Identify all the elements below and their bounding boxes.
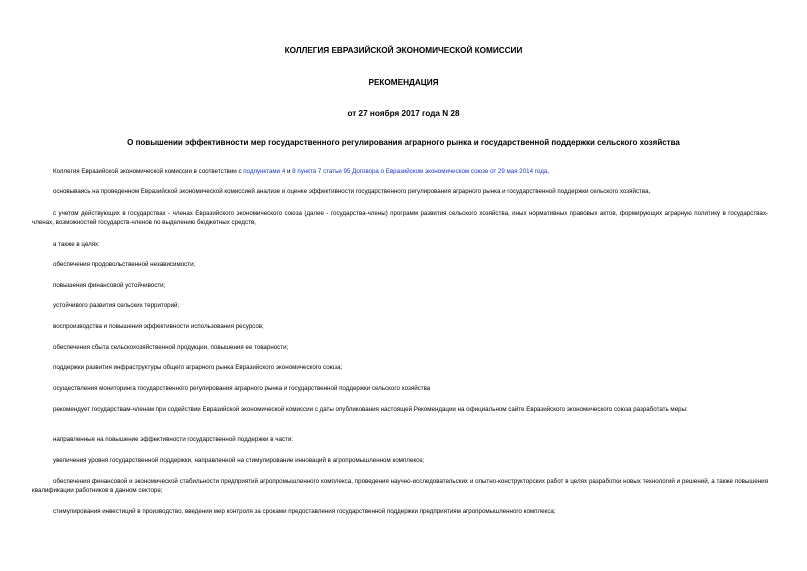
paragraph-support-efficiency: направленные на повышение эффективности государственной поддержки в части:: [53, 436, 293, 443]
paragraph-resources: воспроизводства и повышения эффективности использования ресурсов;: [53, 323, 264, 330]
document-title: О повышении эффективности мер государственного регулирования аграрного рынка и государственной поддержки сельского хозяйства: [127, 138, 680, 147]
intro-text-2: и: [285, 168, 293, 175]
organization-heading: КОЛЛЕГИЯ ЕВРАЗИЙСКОЙ ЭКОНОМИЧЕСКОЙ КОМИССИИ: [284, 46, 523, 55]
paragraph-food-independence: обеспечения продовольственной независимости;: [53, 261, 196, 268]
paragraph-innovation: увеличения уровня государственной поддержки, направленной на стимулирование инноваций в агропромышленном комплексе;: [53, 457, 425, 464]
link-treaty-article-95[interactable]: 8 пункта 7 статьи 95 Договора о Евразийском экономическом союзе от 29 мая 2014 года: [292, 168, 548, 175]
paragraph-sales: обеспечения сбыта сельскохозяйственной продукции, повышения ее товарности;: [53, 344, 289, 351]
link-subparagraph-4[interactable]: подпунктами 4: [243, 168, 286, 175]
paragraph-recommends: рекомендует государствам-членам при содействии Евразийской экономической комиссии с даты опубликования настоящей Рекомендации на официальном сайте Евразийского экономического союза разработать меры:: [53, 406, 688, 413]
document-date-number: от 27 ноября 2017 года N 28: [347, 109, 460, 118]
paragraph-infrastructure: поддержки развития инфраструктуры общего аграрного рынка Евразийского экономического союза;: [53, 364, 343, 371]
paragraph-programs: с учетом действующих в государствах - членах Евразийского экономического союза (далее - государства-члены) программ развития сельского хозяйства, иных нормативных правовых актов, формирующих аграрную политику в государствах-членах, возможностей государств-членов по выделению бюджетных средств,: [32, 210, 768, 226]
paragraph-rural-development: устойчивого развития сельских территорий;: [53, 302, 180, 309]
intro-text-1: Коллегия Евразийской экономической комиссии в соответствии с: [53, 168, 244, 175]
document-type-heading: РЕКОМЕНДАЦИЯ: [368, 78, 439, 87]
intro-text-3: ,: [547, 168, 549, 175]
paragraph-investment: стимулирования инвестиций в производство, введения мер контроля за сроками предоставления государственной поддержки предприятиям агропромышленного комплекса;: [53, 508, 556, 515]
paragraph-analysis: основываясь на проведенном Евразийской экономической комиссией анализе и оценке эффективности государственного регулирования аграрного рынка и государственной поддержки сельского хозяйства,: [53, 188, 651, 195]
paragraph-monitoring: осуществления мониторинга государственного регулирования аграрного рынка и государственной поддержки сельского хозяйства: [53, 385, 431, 392]
paragraph-research: обеспечения финансовой и экономической стабильности предприятий агропромышленного комплекса, проведения научно-исследовательских и опытно-конструкторских работ в целях разработки новых технологий и решений, а также повышения квалификации работников в данном секторе;: [32, 478, 768, 494]
paragraph-goals-intro: а также в целях:: [53, 241, 100, 248]
intro-paragraph: [32, 167, 768, 176]
paragraph-financial-stability: повышения финансовой устойчивости;: [53, 282, 166, 289]
